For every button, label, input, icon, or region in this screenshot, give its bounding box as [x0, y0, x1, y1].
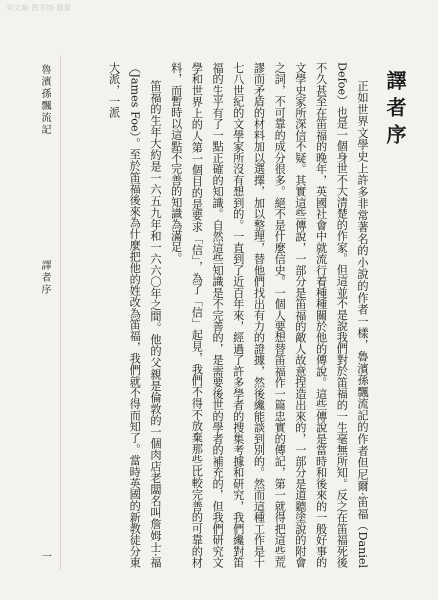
paragraph-2: 笛福的生年大約是一六五九年和一六六〇年之間。他的父親是倫敦的一個肉店老闆名叫詹姆士·福（James Foe）。至於笛福後來為什麼把他的姓改為笛福，我們就不得而知了。當時英國的新教徒分東大派，一派: [107, 62, 162, 568]
page-number: 一: [42, 552, 52, 563]
section-label: 譯者序: [39, 260, 50, 296]
page-title: 譯者序: [383, 70, 407, 151]
watermark-text: 刘文斌·图书馆·超星: [6, 4, 72, 12]
margin-rule: [60, 55, 61, 570]
preface-body: [82, 62, 372, 568]
paragraph-1: 正如世界文學史上許多非常著名的小說的作者一樣，魯濱孫飄流記的作者但尼爾·笛福（Daniel Defoe）也是一個身世不大清楚的作家。但這並不是說我們對於笛福的一生毫無所知。反之在笛福死後不久甚至在笛福的晚年，英國社會中就流行着種種關於他的傳說。這些傳說是當時和後來的一般好事的文學史家所深信不疑。其實這些傳說，一部分是笛福的敵人故意捏造出來的，一部分是道聽塗說的附會之詞，不可靠的成分很多。絕不是什麼信史。一個人要想替笛福作一篇忠實的傳記，第一就得把這些荒謬而矛盾的材料加以選擇，加以整理，替他們找出有力的證據，然後纔能談到別的。然而這種工作是十七八世紀的文學家所沒有想到的。一直到了近百年來，經過了許多學者的搜集考據和研究，我們纔對笛福的生平有了一點正確的知識。自然這些知識是不完善的，是需要後世的學者的補充的，但我們研究文學和世界上的人第一個目的是要求「信」，為了「信」起見，我們不得不放棄那些比較完善的可靠的材料，而暫時以這點不完善的知識為滿足。: [169, 62, 369, 568]
page-margin: [0, 0, 60, 600]
running-title: 魯濱孫飄流記: [39, 64, 50, 136]
